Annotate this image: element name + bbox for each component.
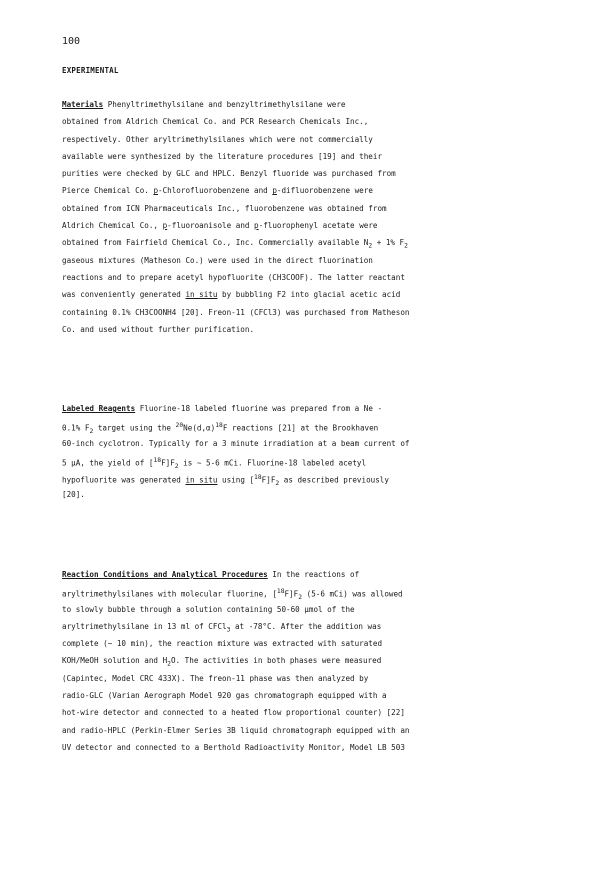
text-line: obtained from Fairfield Chemical Co., Inc. Commercially available N bbox=[62, 238, 369, 248]
text-fragment: Ne(d,α) bbox=[183, 423, 216, 433]
reaction-conditions-title: Reaction Conditions and Analytical Procedures bbox=[62, 570, 268, 579]
text-line: respectively. Other aryltrimethylsilanes which were not commercially bbox=[62, 134, 373, 144]
text-fragment: 0.1% F bbox=[62, 423, 90, 433]
text-fragment: 5 μA, the yield of [ bbox=[62, 458, 154, 468]
in-situ-text: in situ bbox=[185, 290, 218, 300]
text-fragment: KOH/MeOH solution and H bbox=[62, 656, 168, 666]
para-prefix: p bbox=[272, 186, 277, 196]
text-line: and radio-HPLC (Perkin-Elmer Series 3B liquid chromatograph equipped with an bbox=[62, 725, 410, 735]
text-line: (Capintec, Model CRC 433X). The freon-11 phase was then analyzed by bbox=[62, 673, 369, 683]
subscript: 2 bbox=[298, 594, 303, 602]
text-fragment: using [ bbox=[217, 475, 255, 485]
text-line: UV detector and connected to a Berthold Radioactivity Monitor, Model LB 503 bbox=[62, 742, 405, 752]
text-line: Co. and used without further purification. bbox=[62, 324, 255, 334]
superscript: 18 bbox=[254, 474, 262, 482]
subscript: 3 bbox=[226, 626, 231, 634]
superscript: 20 bbox=[175, 422, 184, 430]
text-line: [20]. bbox=[62, 490, 85, 500]
text-line: obtained from Aldrich Chemical Co. and PCR Research Chemicals Inc., bbox=[62, 117, 369, 127]
text-fragment: aryltrimethylsilane in 13 ml of CFCl bbox=[62, 621, 227, 631]
text-line: gaseous mixtures (Matheson Co.) were used in the direct fluorination bbox=[62, 255, 373, 265]
text-fragment: as described previously bbox=[279, 475, 389, 485]
subscript: 2 bbox=[89, 428, 94, 436]
text-fragment: F]F bbox=[284, 589, 299, 599]
text-line: complete (~ 10 min), the reaction mixture was extracted with saturated bbox=[62, 639, 383, 649]
labeled-reagents-title: Labeled Reagents bbox=[62, 404, 136, 413]
text-fragment: at -78°C. After the addition was bbox=[230, 621, 382, 631]
text-line: purities were checked by GLC and HPLC. Benzyl fluoride was purchased from bbox=[62, 169, 396, 179]
superscript: 18 bbox=[215, 422, 223, 430]
text-fragment: F]F bbox=[161, 458, 175, 468]
text-line: Aldrich Chemical Co., bbox=[62, 221, 163, 231]
text-line: Phenyltrimethylsilane and benzyltrimethylsilane were bbox=[103, 100, 346, 109]
text-fragment: is ~ 5-6 mCi. Fluorine-18 labeled acetyl bbox=[178, 458, 367, 468]
text-line: was conveniently generated bbox=[62, 290, 186, 300]
section-heading-experimental: EXPERIMENTAL bbox=[62, 66, 119, 75]
text-line: available were synthesized by the literature procedures [19] and their bbox=[62, 151, 383, 161]
superscript: 18 bbox=[276, 588, 285, 596]
subscript: 2 bbox=[368, 242, 373, 250]
in-situ-text: in situ bbox=[185, 475, 218, 485]
text-line: 60-inch cyclotron. Typically for a 3 minute irradiation at a beam current of bbox=[62, 438, 410, 448]
subscript: 2 bbox=[167, 661, 171, 668]
text-fragment: (5-6 mCi) was allowed bbox=[302, 589, 403, 599]
text-fragment: by bubbling F2 into glacial acetic acid bbox=[217, 290, 401, 300]
materials-paragraph bbox=[62, 96, 532, 338]
text-line: obtained from ICN Pharmaceuticals Inc., fluorobenzene was obtained from bbox=[62, 203, 387, 213]
subscript: 2 bbox=[275, 480, 280, 488]
text-fragment: Fluorine-18 labeled fluorine was prepared from a Ne - bbox=[135, 404, 383, 413]
text-line: radio-GLC (Varian Aerograph Model 920 gas chromatograph equipped with a bbox=[62, 691, 387, 701]
text-line: containing 0.1% CH3COONH4 [20]. Freon-11 (CFCl3) was purchased from Matheson bbox=[62, 307, 410, 317]
subscript: 2 bbox=[174, 462, 179, 470]
labeled-reagents-paragraph bbox=[62, 400, 532, 504]
para-prefix: p bbox=[153, 186, 159, 196]
text-line: reactions and to prepare acetyl hypofluorite (CH3COOF). The latter reactant bbox=[62, 272, 405, 282]
para-prefix: p bbox=[254, 221, 259, 231]
para-prefix: p bbox=[162, 221, 168, 231]
text-fragment: -fluorophenyl acetate were bbox=[258, 221, 378, 231]
superscript: 18 bbox=[153, 456, 162, 464]
text-line: Pierce Chemical Co. bbox=[62, 186, 154, 196]
text-fragment: -fluoroanisole and bbox=[167, 221, 255, 231]
text-fragment: + 1% F bbox=[372, 238, 405, 248]
text-fragment: -Chlorofluorobenzene and bbox=[158, 186, 273, 196]
materials-title: Materials bbox=[62, 100, 104, 109]
text-fragment: aryltrimethylsilanes with molecular fluorine, [ bbox=[62, 589, 277, 599]
text-line: hot-wire detector and connected to a heated flow proportional counter) [22] bbox=[62, 708, 405, 718]
reaction-conditions-paragraph bbox=[62, 566, 532, 756]
subscript: 2 bbox=[404, 242, 408, 250]
text-fragment: F]F bbox=[261, 475, 276, 485]
text-fragment: -difluorobenzene were bbox=[276, 186, 373, 196]
text-fragment: hypofluorite was generated bbox=[62, 475, 186, 485]
page-number: 100 bbox=[62, 36, 81, 47]
text-line: to slowly bubble through a solution containing 50-60 μmol of the bbox=[62, 604, 355, 614]
text-fragment: F reactions [21] at the Brookhaven bbox=[222, 423, 379, 433]
text-fragment: O. The activities in both phases were measured bbox=[170, 656, 382, 666]
text-fragment: In the reactions of bbox=[267, 570, 360, 579]
text-fragment: target using the bbox=[93, 423, 176, 433]
